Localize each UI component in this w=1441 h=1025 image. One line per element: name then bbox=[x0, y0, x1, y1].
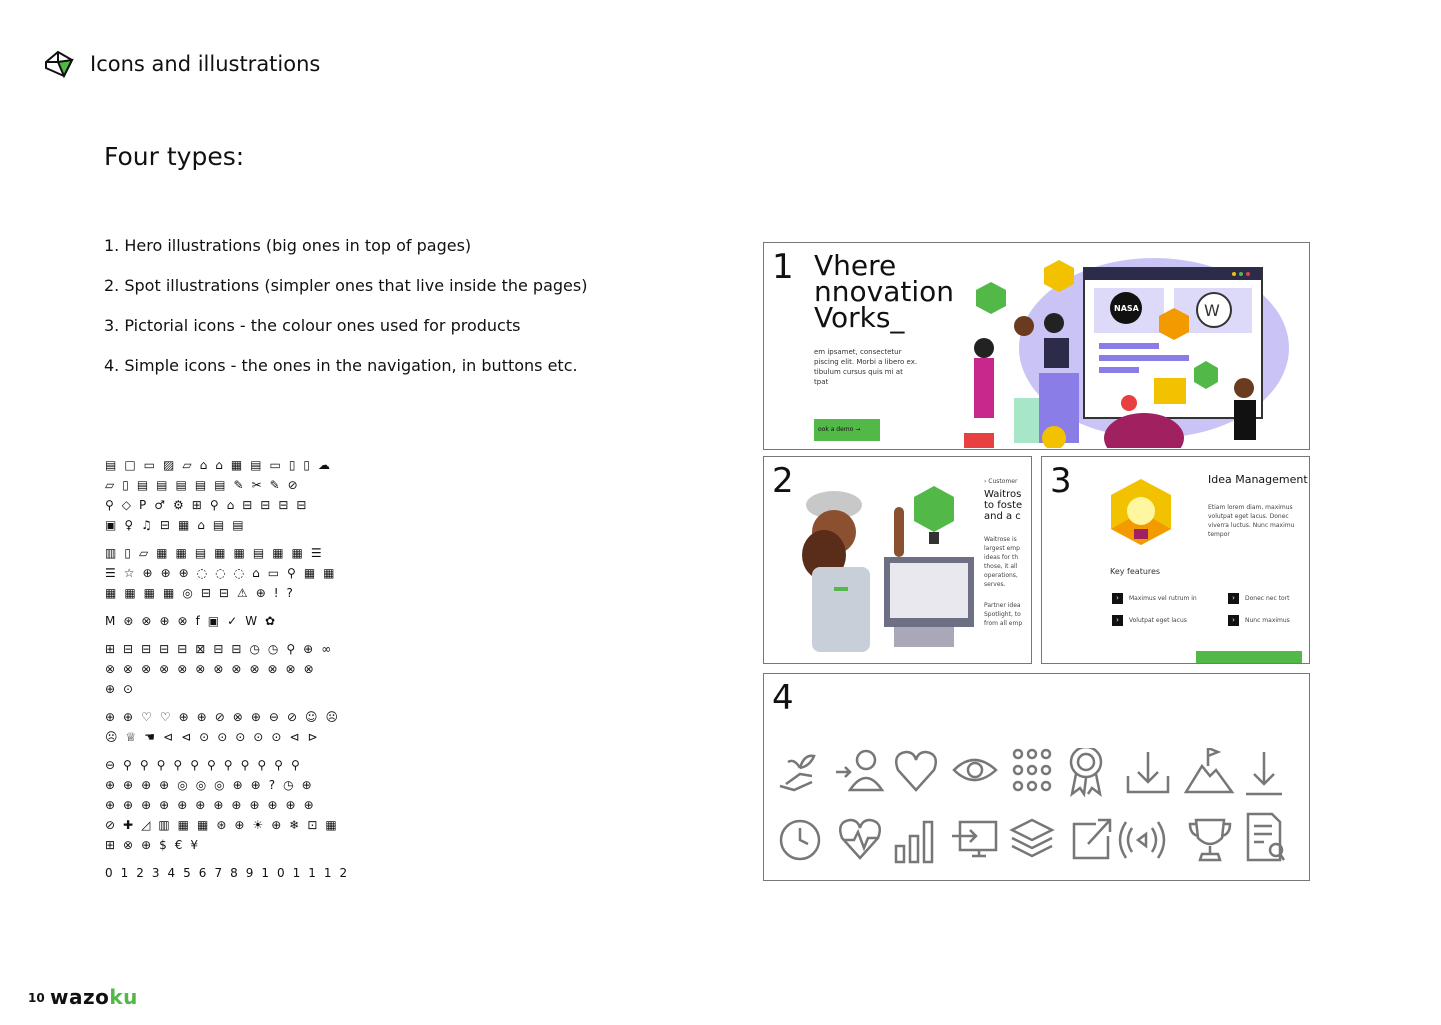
list-item: 4. Simple icons - the ones in the navigation, in buttons etc. bbox=[104, 356, 578, 375]
external-link-icon bbox=[1074, 820, 1110, 858]
hand-plant-icon bbox=[780, 756, 814, 790]
page-title: Icons and illustrations bbox=[90, 52, 321, 76]
panel-number: 3 bbox=[1050, 461, 1072, 501]
icon-row: ⊞⊗⊕$€¥ bbox=[105, 838, 207, 852]
list-item: 1. Hero illustrations (big ones in top of pages) bbox=[104, 236, 472, 255]
book-demo-button[interactable]: ook a demo → bbox=[814, 419, 880, 441]
feature-item: › Nunc maximus bbox=[1228, 615, 1290, 626]
icon-row: ☰☆⊕⊕⊕◌◌◌⌂▭⚲▦▦ bbox=[105, 566, 343, 580]
icon-row: M⊛⊗⊕⊗f▣✓W✿ bbox=[105, 614, 284, 628]
icon-row: 0123456789101112 bbox=[105, 866, 356, 880]
cube-icon bbox=[42, 50, 76, 84]
icon-row: ⊕⊕⊕⊕◎◎◎⊕⊕?◷⊕ bbox=[105, 778, 320, 792]
layers-icon bbox=[1012, 820, 1052, 856]
key-features-label: Key features bbox=[1110, 567, 1161, 576]
chevron-right-icon: › bbox=[1228, 593, 1239, 604]
bar-chart-icon bbox=[896, 822, 932, 862]
icon-row: ▤□▭▨▱⌂⌂▦▤▭▯▯☁ bbox=[105, 458, 339, 472]
spot-illustration-panel bbox=[763, 456, 1032, 664]
types-list bbox=[104, 236, 587, 396]
spot-heading: Waitros to foste and a c bbox=[984, 489, 1023, 522]
icon-row: ⊕⊕♡♡⊕⊕⊘⊗⊕⊖⊘☺☹ bbox=[105, 710, 347, 724]
chevron-right-icon: › bbox=[1228, 615, 1239, 626]
simple-icons-panel bbox=[763, 673, 1310, 881]
icon-row: ☹♕☚⊲⊲⊙⊙⊙⊙⊙⊲⊳ bbox=[105, 730, 326, 744]
page-number: 10 bbox=[28, 991, 45, 1005]
trophy-icon bbox=[1190, 820, 1230, 860]
hero-body: em ipsamet, consectetur piscing elit. Morbi a libero ex. tibulum cursus quis mi at tpat bbox=[814, 348, 918, 386]
green-bar bbox=[1196, 651, 1302, 663]
download-icon bbox=[1246, 752, 1282, 794]
chevron-right-icon: › bbox=[1112, 615, 1123, 626]
section-subtitle: Four types: bbox=[104, 142, 245, 171]
panel-body: Etiam lorem diam, maximus volutpat eget lacus. Donec viverra luctus. Nunc maximu tempor bbox=[1208, 504, 1295, 538]
mountain-flag-icon bbox=[1186, 748, 1232, 792]
feature-item: › Donec nec tort bbox=[1228, 593, 1308, 604]
svg-text:W: W bbox=[1204, 301, 1220, 320]
panel-title: Idea Management bbox=[1208, 473, 1308, 486]
wazoku-logo: wazoku bbox=[50, 985, 138, 1009]
pictorial-icons-panel bbox=[1041, 456, 1310, 664]
chevron-right-icon: › bbox=[1112, 593, 1123, 604]
breadcrumb: › Customer bbox=[984, 478, 1018, 485]
feature-item: › Volutpat eget lacus bbox=[1112, 615, 1187, 626]
panel-number: 4 bbox=[772, 678, 794, 718]
award-icon bbox=[1071, 748, 1101, 794]
panel-number: 1 bbox=[772, 247, 794, 287]
panel-number: 2 bbox=[772, 461, 794, 501]
spot-body: Waitrose is largest emp ideas for th those, it all operations, serves. bbox=[984, 536, 1020, 588]
eye-icon bbox=[954, 760, 996, 780]
icon-row: ⊘✚◿▥▦▦⊛⊕☀⊕❄⊡▦ bbox=[105, 818, 345, 832]
spot-body-2: Partner idea Spotlight, to from all emp bbox=[984, 602, 1023, 627]
simple-icons-grid bbox=[776, 748, 1296, 872]
hero-headline: Vhere nnovation Vorks_ bbox=[814, 249, 954, 334]
heart-icon bbox=[896, 752, 936, 790]
nasa-logo-text: NASA bbox=[1114, 304, 1139, 313]
screen-login-icon bbox=[952, 822, 996, 856]
hero-illustration bbox=[954, 248, 1304, 448]
document-search-icon bbox=[1248, 814, 1284, 860]
add-user-icon bbox=[836, 751, 882, 790]
icon-row: ⊕⊙ bbox=[105, 682, 142, 696]
icon-row: ⊖⚲⚲⚲⚲⚲⚲⚲⚲⚲⚲⚲ bbox=[105, 758, 308, 772]
hero-illustration-panel bbox=[763, 242, 1310, 450]
clock-icon bbox=[781, 821, 819, 859]
broadcast-play-icon bbox=[1120, 822, 1164, 858]
list-item: 3. Pictorial icons - the colour ones used for products bbox=[104, 316, 521, 335]
feature-item: › Maximus vel rutrum in bbox=[1112, 593, 1197, 604]
icon-row: ▥▯▱▦▦▤▦▦▤▦▦☰ bbox=[105, 546, 330, 560]
heartbeat-icon bbox=[840, 820, 880, 858]
spot-illustration bbox=[794, 477, 984, 657]
network-icon bbox=[1014, 750, 1050, 790]
icon-row: ⊕⊕⊕⊕⊕⊕⊕⊕⊕⊕⊕⊕ bbox=[105, 798, 322, 812]
icon-row: ▦▦▦▦◎⊟⊟⚠⊕!? bbox=[105, 586, 301, 600]
lightbulb-hexagon-icon bbox=[1106, 477, 1176, 552]
icon-row: ⊗⊗⊗⊗⊗⊗⊗⊗⊗⊗⊗⊗ bbox=[105, 662, 322, 676]
icon-row: ▣♀♫⊟▦⌂▤▤ bbox=[105, 518, 252, 532]
icon-row: ⚲◇P♂⚙⊞⚲⌂⊟⊟⊟⊟ bbox=[105, 498, 315, 512]
icon-row: ▱▯▤▤▤▤▤✎✂✎⊘ bbox=[105, 478, 306, 492]
icon-row: ⊞⊟⊟⊟⊟⊠⊟⊟◷◷⚲⊕∞ bbox=[105, 642, 340, 656]
list-item: 2. Spot illustrations (simpler ones that live inside the pages) bbox=[104, 276, 588, 295]
download-tray-icon bbox=[1128, 752, 1168, 792]
